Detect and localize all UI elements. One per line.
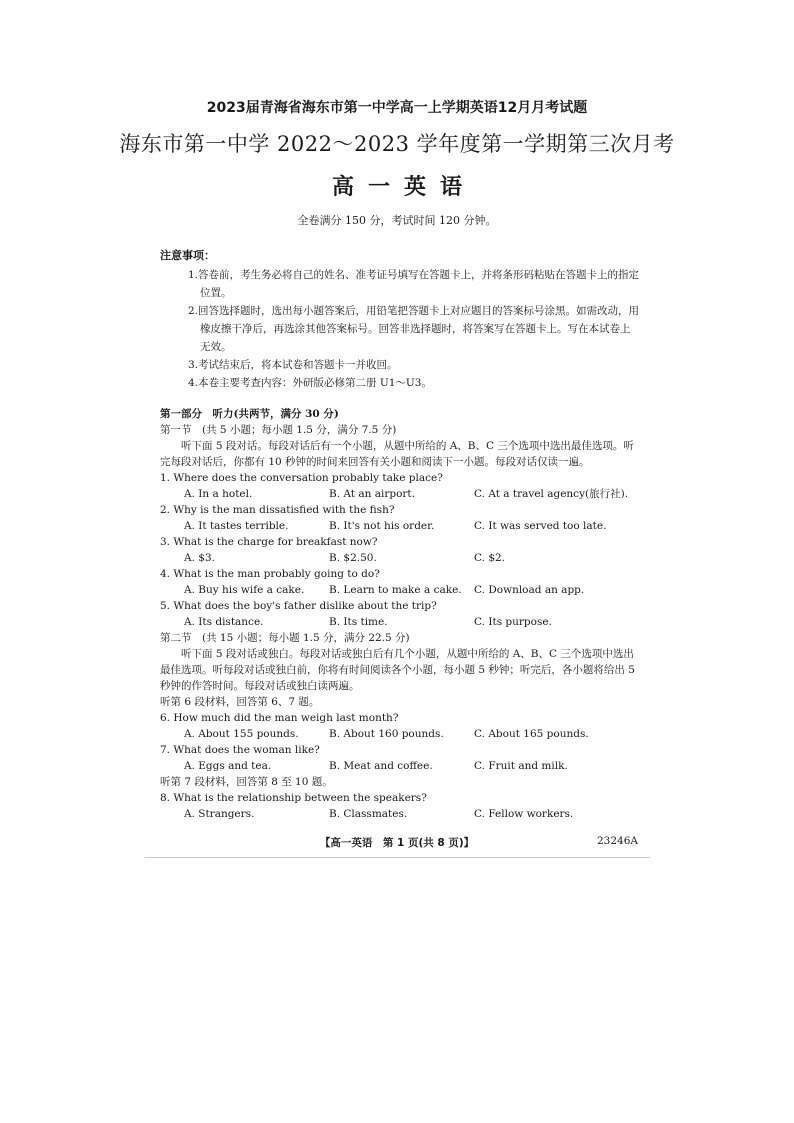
question-block: [160, 710, 640, 742]
question-text: 5. What does the boy's father dislike about the trip?: [160, 600, 437, 612]
question-block: [160, 790, 640, 822]
option-c: C. At a travel agency(旅行社).: [474, 488, 629, 500]
section-heading: 第一节 (共 5 小题；每小题 1.5 分，满分 7.5 分): [160, 424, 397, 436]
question-text: 4. What is the man probably going to do?: [160, 568, 380, 580]
footer-divider: [145, 857, 650, 858]
part-heading: 第一部分 听力(共两节，满分 30 分): [160, 408, 339, 420]
notice-item: 3.考试结束后，将本试卷和答题卡一并收回。: [188, 359, 398, 371]
option-b: B. At an airport.: [329, 488, 415, 500]
option-b: B. Classmates.: [329, 808, 408, 820]
option-a: A. In a hotel.: [184, 488, 253, 500]
notice-list: [160, 266, 640, 392]
option-a: A. About 155 pounds.: [184, 728, 299, 740]
notice-item: 4.本卷主要考查内容：外研版必修第二册 U1～U3。: [188, 377, 432, 389]
exam-info: 全卷满分 150 分，考试时间 120 分钟。: [297, 214, 497, 227]
question-options: [160, 758, 640, 774]
notice-item: 2.回答选择题时，选出每小题答案后，用铅笔把答题卡上对应题目的答案标号涂黑。如需改动，用橡皮擦干净后，再选涂其他答案标号。回答非选择题时，将答案写在答题卡上。写在本试卷上无效。: [188, 305, 640, 353]
material-note: 听第 6 段材料，回答第 6、7 题。: [160, 696, 320, 708]
question-options: [160, 726, 640, 742]
option-b: B. Meat and coffee.: [329, 760, 433, 772]
question-options: [160, 518, 640, 534]
option-a: A. Strangers.: [184, 808, 255, 820]
question-text: 8. What is the relationship between the speakers?: [160, 792, 427, 804]
page-number-label: 【高一英语 第 1 页(共 8 页)】: [319, 837, 475, 849]
notice-heading: 注意事项：: [160, 249, 215, 262]
question-text: 3. What is the charge for breakfast now?: [160, 536, 378, 548]
option-c: C. $2.: [474, 552, 506, 564]
option-c: C. Its purpose.: [474, 616, 552, 628]
question-text: 7. What does the woman like?: [160, 744, 320, 756]
option-c: C. Fellow workers.: [474, 808, 574, 820]
option-b: B. $2.50.: [329, 552, 377, 564]
question-block: [160, 742, 640, 774]
question-block: [160, 566, 640, 598]
section-instructions: 听下面 5 段对话。每段对话后有一个小题，从题中所给的 A、B、C 三个选项中选出最佳选项。听完每段对话后，你都有 10 秒钟的时间来回答有关小题和阅读下一小题。每段对话仅读一遍。: [160, 440, 634, 468]
question-options: [160, 614, 640, 630]
material-note: 听第 7 段材料，回答第 8 至 10 题。: [160, 776, 333, 788]
document-title: 2023届青海省海东市第一中学高一上学期英语12月月考试题: [206, 100, 588, 116]
option-a: A. Eggs and tea.: [184, 760, 272, 772]
option-c: C. Download an app.: [474, 584, 585, 596]
notice-item: 1.答卷前，考生务必将自己的姓名、准考证号填写在答题卡上，并将条形码粘贴在答题卡上的指定位置。: [188, 269, 640, 299]
section-heading: 第二节 (共 15 小题；每小题 1.5 分，满分 22.5 分): [160, 632, 410, 644]
question-block: [160, 534, 640, 566]
option-a: A. Buy his wife a cake.: [184, 584, 305, 596]
option-b: B. It's not his order.: [329, 520, 435, 532]
question-options: [160, 582, 640, 598]
page-footer: [0, 835, 794, 853]
exam-content: [160, 248, 640, 822]
option-a: A. Its distance.: [184, 616, 264, 628]
option-c: C. Fruit and milk.: [474, 760, 568, 772]
option-a: A. $3.: [184, 552, 215, 564]
question-options: [160, 486, 640, 502]
question-options: [160, 806, 640, 822]
option-c: C. It was served too late.: [474, 520, 607, 532]
subject-title: 高一英语: [331, 175, 476, 200]
question-block: [160, 502, 640, 534]
option-b: B. Learn to make a cake.: [329, 584, 462, 596]
school-exam-title: 海东市第一中学 2022～2023 学年度第一学期第三次月考: [119, 132, 675, 156]
question-text: 6. How much did the man weigh last month?: [160, 712, 399, 724]
option-b: B. Its time.: [329, 616, 388, 628]
question-text: 2. Why is the man dissatisfied with the fish?: [160, 504, 395, 516]
option-b: B. About 160 pounds.: [329, 728, 444, 740]
question-block: [160, 598, 640, 630]
question-options: [160, 550, 640, 566]
section-instructions: 听下面 5 段对话或独白。每段对话或独白后有几个小题，从题中所给的 A、B、C 三个选项中选出最佳选项。听每段对话或独白前，你将有时间阅读各个小题，每小题 5 秒钟；听完后，各小题将给出 5 秒钟的作答时间。每段对话或独白读两遍。: [160, 648, 635, 692]
paper-code: 23246A: [597, 835, 638, 847]
question-text: 1. Where does the conversation probably take place?: [160, 472, 443, 484]
option-c: C. About 165 pounds.: [474, 728, 589, 740]
question-block: [160, 470, 640, 502]
option-a: A. It tastes terrible.: [184, 520, 289, 532]
